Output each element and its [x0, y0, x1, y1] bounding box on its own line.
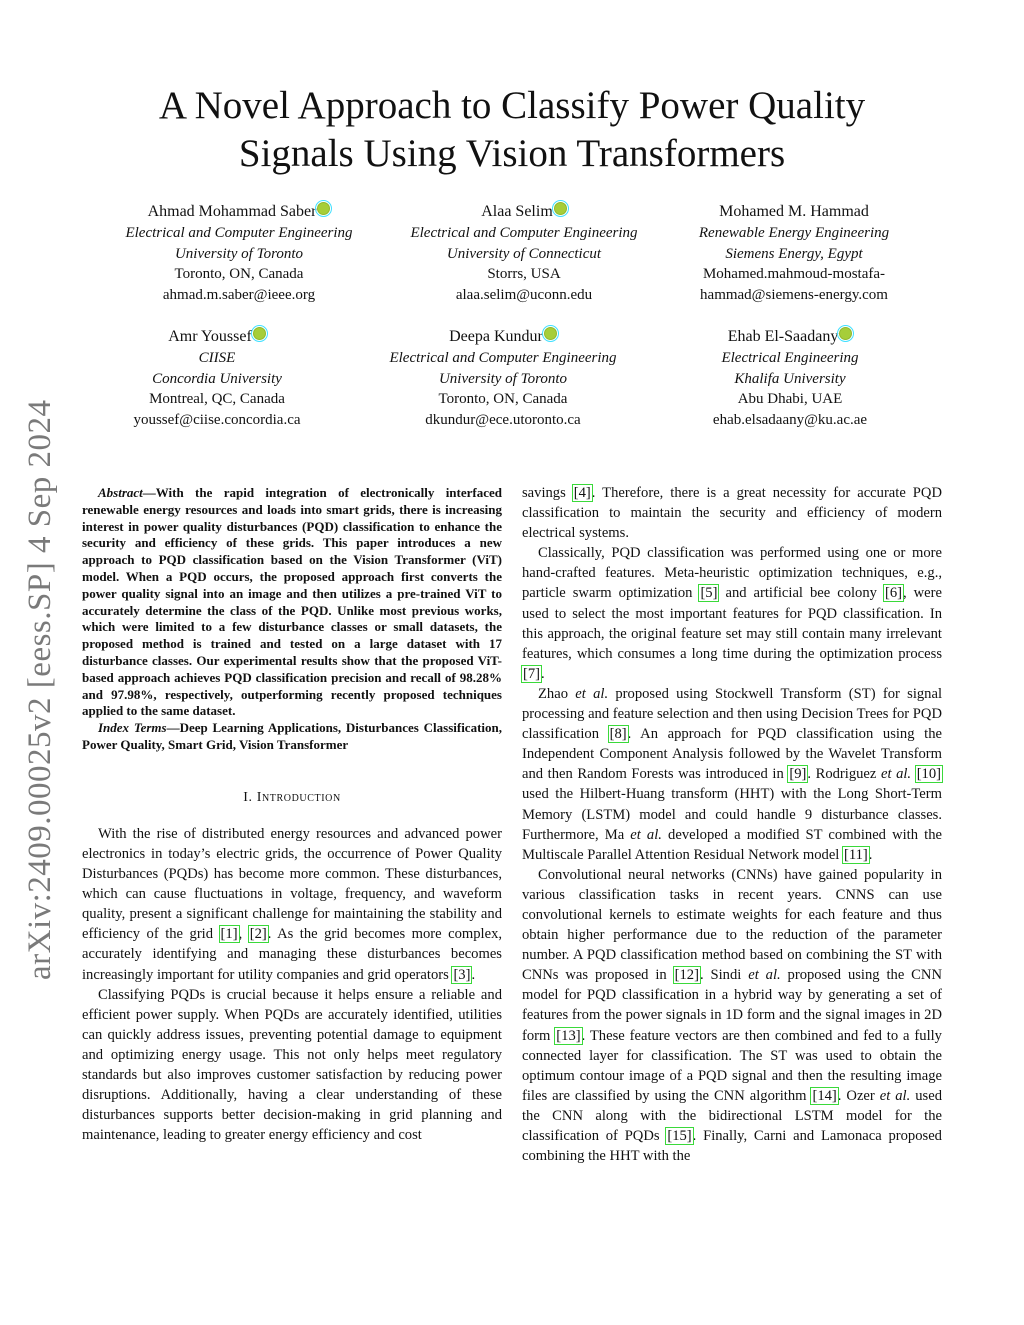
author-org: Khalifa University	[734, 370, 846, 387]
citation-link[interactable]: [5]	[700, 585, 718, 602]
author-location: Abu Dhabi, UAE	[737, 391, 843, 408]
author-email[interactable]: youssef@ciise.concordia.ca	[133, 411, 301, 428]
orcid-icon[interactable]	[839, 327, 852, 340]
author-email-line-2[interactable]: hammad@siemens-energy.com	[700, 286, 888, 303]
intro-paragraph-4: Zhao et al. proposed using Stockwell Transform (ST) for signal processing and feature selection and then using Decision Trees for PQD classification [8]. An approach for PQD classification using the Independent Component Analysis followed by the Wavelet Transform and then Random Forests was introduced in [9]. Rodriguez et al. [10] used the Hilbert-Huang transform (HHT) with the Long Short-Term Memory (LSTM) model and could handle 9 disturbance classes. Furthermore, Ma et al. developed a modified ST combined with the Multiscale Parallel Attention Residual Network model [11].	[522, 685, 942, 863]
author-name: Ehab El-Saadany	[727, 328, 839, 345]
citation-link[interactable]: [7]	[523, 665, 541, 682]
intro-paragraph-1: With the rise of distributed energy resources and advanced power electronics in today’s electric grids, the occurrence of Power Quality Disturbances (PQDs) has become more common. These disturbances, which can cause fluctuations in voltage, frequency, and waveform quality, present a significant challenge for maintaining the stability and efficiency of the grid [1], [2]. As the grid becomes more complex, accurately identifying and managing these disturbances becomes increasingly important for utility companies and grid operators [3].	[82, 825, 503, 983]
author-dept: Electrical and Computer Engineering	[410, 225, 638, 241]
author-dept: Electrical Engineering	[721, 350, 859, 366]
author-dept: Electrical and Computer Engineering	[389, 350, 617, 366]
orcid-icon[interactable]	[544, 327, 557, 340]
author-block-5	[353, 326, 653, 430]
intro-paragraph-5: Convolutional neural networks (CNNs) have gained popularity in various classification tasks in recent years. CNNS can use convolutional kernels to estimate weights for each feature and thus obtain higher performance due to the reduction of the parameter number. A PQD classification method based on combining the ST with CNNs was proposed in [12]. Sindi et al. proposed using the CNN model for PQD classification in a hybrid way by generating a set of features from the power signals in 1D form and the signal images in 2D form [13]. These feature vectors are then combined and fed to a fully connected layer for classification. The ST was used to obtain the optimum contour image of a PQD signal and then the resulting image files are classified by using the CNN algorithm [14]. Ozer et al. used the CNN along with the bidirectional LSTM model for the classification of PQDs [15]. Finally, Carni and Lamonaca proposed combining the HHT with the	[522, 866, 942, 1165]
citation-link[interactable]: [1]	[220, 926, 238, 943]
orcid-icon[interactable]	[253, 327, 266, 340]
author-name: Alaa Selim	[481, 203, 553, 220]
citation-link[interactable]: [4]	[573, 485, 591, 501]
author-email[interactable]: ehab.elsadaany@ku.ac.ae	[712, 411, 868, 428]
author-block-6	[640, 326, 940, 430]
left-column	[82, 485, 502, 1145]
citation-link[interactable]: [15]	[667, 1128, 692, 1144]
citation-link[interactable]: [9]	[789, 766, 807, 783]
author-location: Toronto, ON, Canada	[174, 266, 304, 283]
intro-paragraph-2-cont: savings [4]. Therefore, there is a great necessity for accurate PQD classification to maintain the security and efficiency of modern electrical systems.	[522, 485, 942, 542]
author-name: Deepa Kundur	[449, 328, 543, 345]
author-dept: Electrical and Computer Engineering	[125, 225, 353, 241]
section-heading	[82, 788, 502, 808]
author-name: Amr Youssef	[168, 328, 252, 345]
author-block-3	[644, 201, 944, 305]
citation-link[interactable]: [2]	[249, 926, 267, 943]
author-org: Concordia University	[152, 370, 282, 387]
author-location: Montreal, QC, Canada	[149, 391, 285, 408]
citation-link[interactable]: [12]	[674, 967, 699, 984]
abstract	[82, 485, 502, 754]
section-title: Introduction	[256, 789, 341, 805]
author-name: Ahmad Mohammad Saber	[147, 203, 317, 220]
index-terms-text: —Deep Learning Applications, Disturbances Classification, Power Quality, Smart Grid, Vision Transformer	[82, 720, 502, 752]
intro-paragraph-2: Classifying PQDs is crucial because it helps ensure a reliable and efficient power supply. When PQDs are accurately identified, utilities can quickly address issues, preventing potential damage to equipment and optimizing energy usage. This not only helps meet regulatory standards but also improves customer satisfaction by reducing power disruptions. Additionally, having a clear understanding of these disturbances supports better decision-making in grid planning and maintenance, leading to greater energy efficiency and cost	[82, 986, 502, 1144]
section-number: I.	[243, 789, 253, 805]
author-location: Toronto, ON, Canada	[438, 391, 568, 408]
index-terms-label: Index Terms	[98, 720, 167, 736]
citation-link[interactable]: [6]	[884, 585, 902, 602]
author-org: University of Toronto	[438, 370, 568, 387]
abstract-text: —With the rapid integration of electronically interfaced renewable energy resources and loads into smart grids, there is increasing interest in power quality disturbances (PQD) classification to enhance the security and efficiency of these grids. This paper introduces a new approach to PQD classification based on the Vision Transformer (ViT) model. When a PQD occurs, the proposed approach first converts the power quality signal into an image and then utilizes a pre-trained ViT to accurately determine the class of the PQD. Unlike most previous works, which were limited to a few disturbance classes or small datasets, the proposed method is trained and tested on a large dataset with 17 disturbance classes. Our experimental results show that the proposed ViT-based approach achieves PQD classification precision and recall of 98.28% and 97.98%, respectively, outperforming recently proposed techniques applied to the same dataset.	[82, 485, 502, 719]
citation-link[interactable]: [14]	[812, 1087, 837, 1104]
author-org: University of Toronto	[174, 245, 304, 262]
arxiv-identifier[interactable]: arXiv:2409.00025v2 [eess.SP] 4 Sep 2024	[22, 399, 58, 980]
citation-link[interactable]: [11]	[844, 846, 868, 863]
author-block-1	[89, 201, 389, 305]
author-dept: Renewable Energy Engineering	[698, 225, 890, 241]
citation-link[interactable]: [13]	[556, 1027, 581, 1044]
intro-paragraph-3: Classically, PQD classification was performed using one or more hand-crafted features. Meta-heuristic optimization techniques, e.g., particle swarm optimization [5] and artificial bee colony [6], were used to select the most important features for PQD classification. In this approach, the original feature set may still contain many irrelevant features, which consumes a long time during the optimization process [7].	[522, 545, 942, 682]
author-email[interactable]: ahmad.m.saber@ieee.org	[162, 286, 316, 303]
author-org: University of Connecticut	[446, 245, 602, 262]
author-location: Storrs, USA	[487, 266, 561, 283]
paper-title	[80, 82, 944, 178]
author-name: Mohamed M. Hammad	[719, 203, 869, 220]
author-email[interactable]: alaa.selim@uconn.edu	[455, 286, 593, 303]
citation-link[interactable]: [10]	[916, 766, 942, 783]
author-email[interactable]: dkundur@ece.utoronto.ca	[425, 411, 581, 428]
title-line-2: Signals Using Vision Transformers	[238, 132, 786, 175]
citation-link[interactable]: [3]	[453, 966, 471, 983]
author-email-line-1[interactable]: Mohamed.mahmoud-mostafa-	[702, 266, 886, 283]
orcid-icon[interactable]	[317, 202, 330, 215]
orcid-icon[interactable]	[554, 202, 567, 215]
author-dept: CIISE	[198, 350, 236, 366]
author-block-4	[67, 326, 367, 430]
right-column	[522, 483, 942, 1166]
author-org: Siemens Energy, Egypt	[725, 245, 863, 262]
abstract-label: Abstract	[98, 485, 143, 500]
author-block-2	[374, 201, 674, 305]
title-line-1: A Novel Approach to Classify Power Quality	[158, 84, 866, 127]
citation-link[interactable]: [8]	[609, 726, 627, 743]
